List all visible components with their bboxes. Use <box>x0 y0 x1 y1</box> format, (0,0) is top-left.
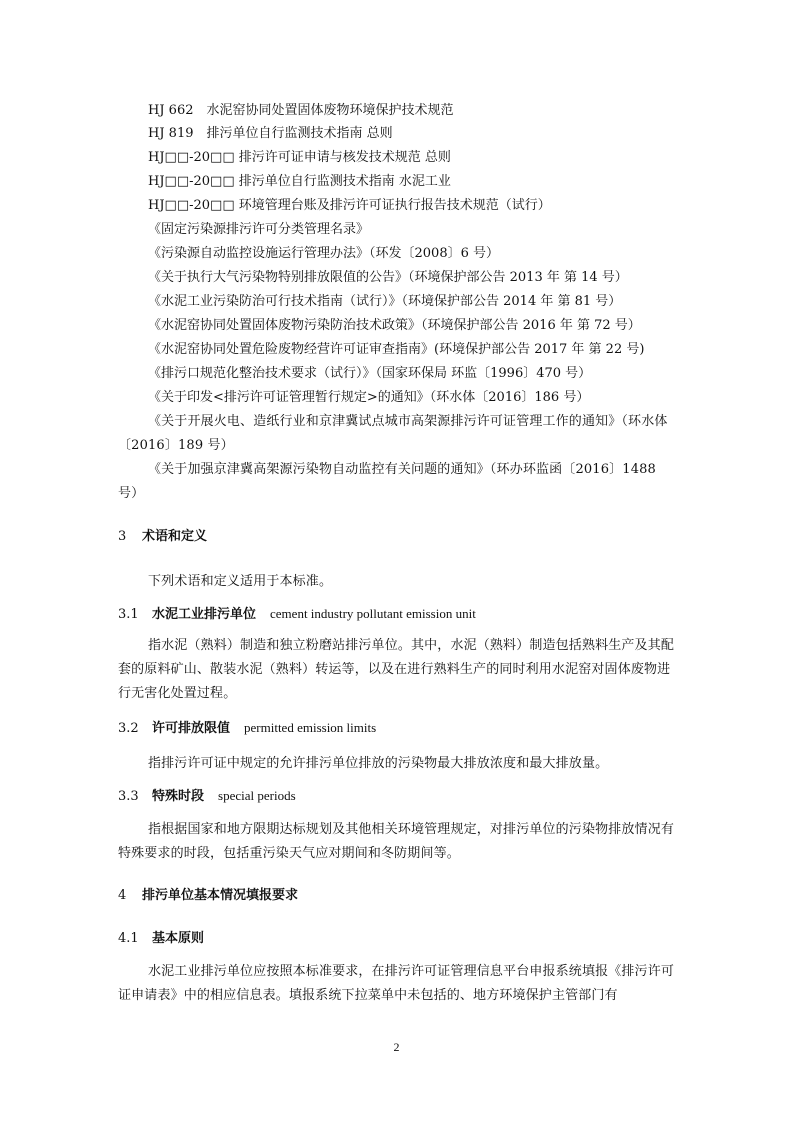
section-number: 4 <box>118 888 127 903</box>
subsection-title: 基本原则 <box>152 931 205 946</box>
reference-item-wrapped: 《关于开展火电、造纸行业和京津冀试点城市高架源排污许可证管理工作的通知》（环水体〔2016〕189 号） <box>118 414 668 453</box>
reference-item: 《水泥工业污染防治可行技术指南（试行）》（环境保护部公告 2014 年 第 81 号） <box>148 294 622 309</box>
term-number: 3.2 <box>118 721 139 736</box>
section-title: 术语和定义 <box>142 529 208 544</box>
section-heading-4 <box>118 887 298 905</box>
term-heading-3-1 <box>118 605 476 624</box>
term-title: 特殊时段 <box>152 789 205 804</box>
reference-item: 《水泥窑协同处置危险废物经营许可证审查指南》(环境保护部公告 2017 年 第 22 号) <box>148 342 645 357</box>
reference-item: 《排污口规范化整治技术要求（试行）》（国家环保局 环监〔1996〕470 号） <box>148 366 592 381</box>
reference-item: 《关于执行大气污染物特别排放限值的公告》（环境保护部公告 2013 年 第 14 号） <box>148 270 628 285</box>
section-number: 3 <box>118 529 127 544</box>
term-definition: 指排污许可证中规定的允许排污单位排放的污染物最大排放浓度和最大排放量。 <box>148 756 609 771</box>
subsection-text: 水泥工业排污单位应按照本标准要求，在排污许可证管理信息平台申报系统填报《排污许可证申请表》中的相应信息表。填报系统下拉菜单中未包括的、地方环境保护主管部门有 <box>118 964 675 1003</box>
term-english: special periods <box>218 788 296 803</box>
reference-item: HJ□□-20□□ 排污单位自行监测技术指南 水泥工业 <box>148 174 451 189</box>
reference-item: HJ 819 排污单位自行监测技术指南 总则 <box>148 126 393 141</box>
section-intro: 下列术语和定义适用于本标准。 <box>148 574 333 589</box>
subsection-heading-4-1 <box>118 930 204 948</box>
reference-item: HJ□□-20□□ 环境管理台账及排污许可证执行报告技术规范（试行） <box>148 198 551 213</box>
page-number: 2 <box>393 1040 400 1054</box>
reference-item: HJ 662 水泥窑协同处置固体废物环境保护技术规范 <box>148 103 454 118</box>
reference-item: HJ□□-20□□ 排污许可证申请与核发技术规范 总则 <box>148 150 451 165</box>
subsection-number: 4.1 <box>118 931 139 946</box>
reference-item: 《关于印发<排污许可证管理暂行规定>的通知》（环水体〔2016〕186 号） <box>148 390 590 405</box>
term-title: 许可排放限值 <box>152 721 231 736</box>
term-english: permitted emission limits <box>244 720 377 735</box>
term-definition: 指根据国家和地方限期达标规划及其他相关环境管理规定，对排污单位的污染物排放情况有特殊要求的时段，包括重污染天气应对期间和冬防期间等。 <box>118 822 675 861</box>
term-heading-3-2 <box>118 719 376 738</box>
term-number: 3.1 <box>118 607 139 622</box>
term-english: cement industry pollutant emission unit <box>270 606 476 621</box>
term-heading-3-3 <box>118 787 296 806</box>
section-title: 排污单位基本情况填报要求 <box>142 888 299 903</box>
term-definition: 指水泥（熟料）制造和独立粉磨站排污单位。其中，水泥（熟料）制造包括熟料生产及其配套的原料矿山、散装水泥（熟料）转运等，以及在进行熟料生产的同时利用水泥窑对固体废物进行无害化处置过程。 <box>118 638 675 701</box>
section-heading-3 <box>118 528 207 546</box>
reference-item: 《固定污染源排污许可分类管理名录》 <box>148 222 370 237</box>
term-title: 水泥工业排污单位 <box>152 607 257 622</box>
reference-item-wrapped: 《关于加强京津冀高架源污染物自动监控有关问题的通知》（环办环监函〔2016〕1488号） <box>118 462 656 501</box>
term-number: 3.3 <box>118 789 139 804</box>
reference-item: 《水泥窑协同处置固体废物污染防治技术政策》（环境保护部公告 2016 年 第 72 号） <box>148 318 641 333</box>
reference-item: 《污染源自动监控设施运行管理办法》（环发〔2008〕6 号） <box>148 246 499 261</box>
